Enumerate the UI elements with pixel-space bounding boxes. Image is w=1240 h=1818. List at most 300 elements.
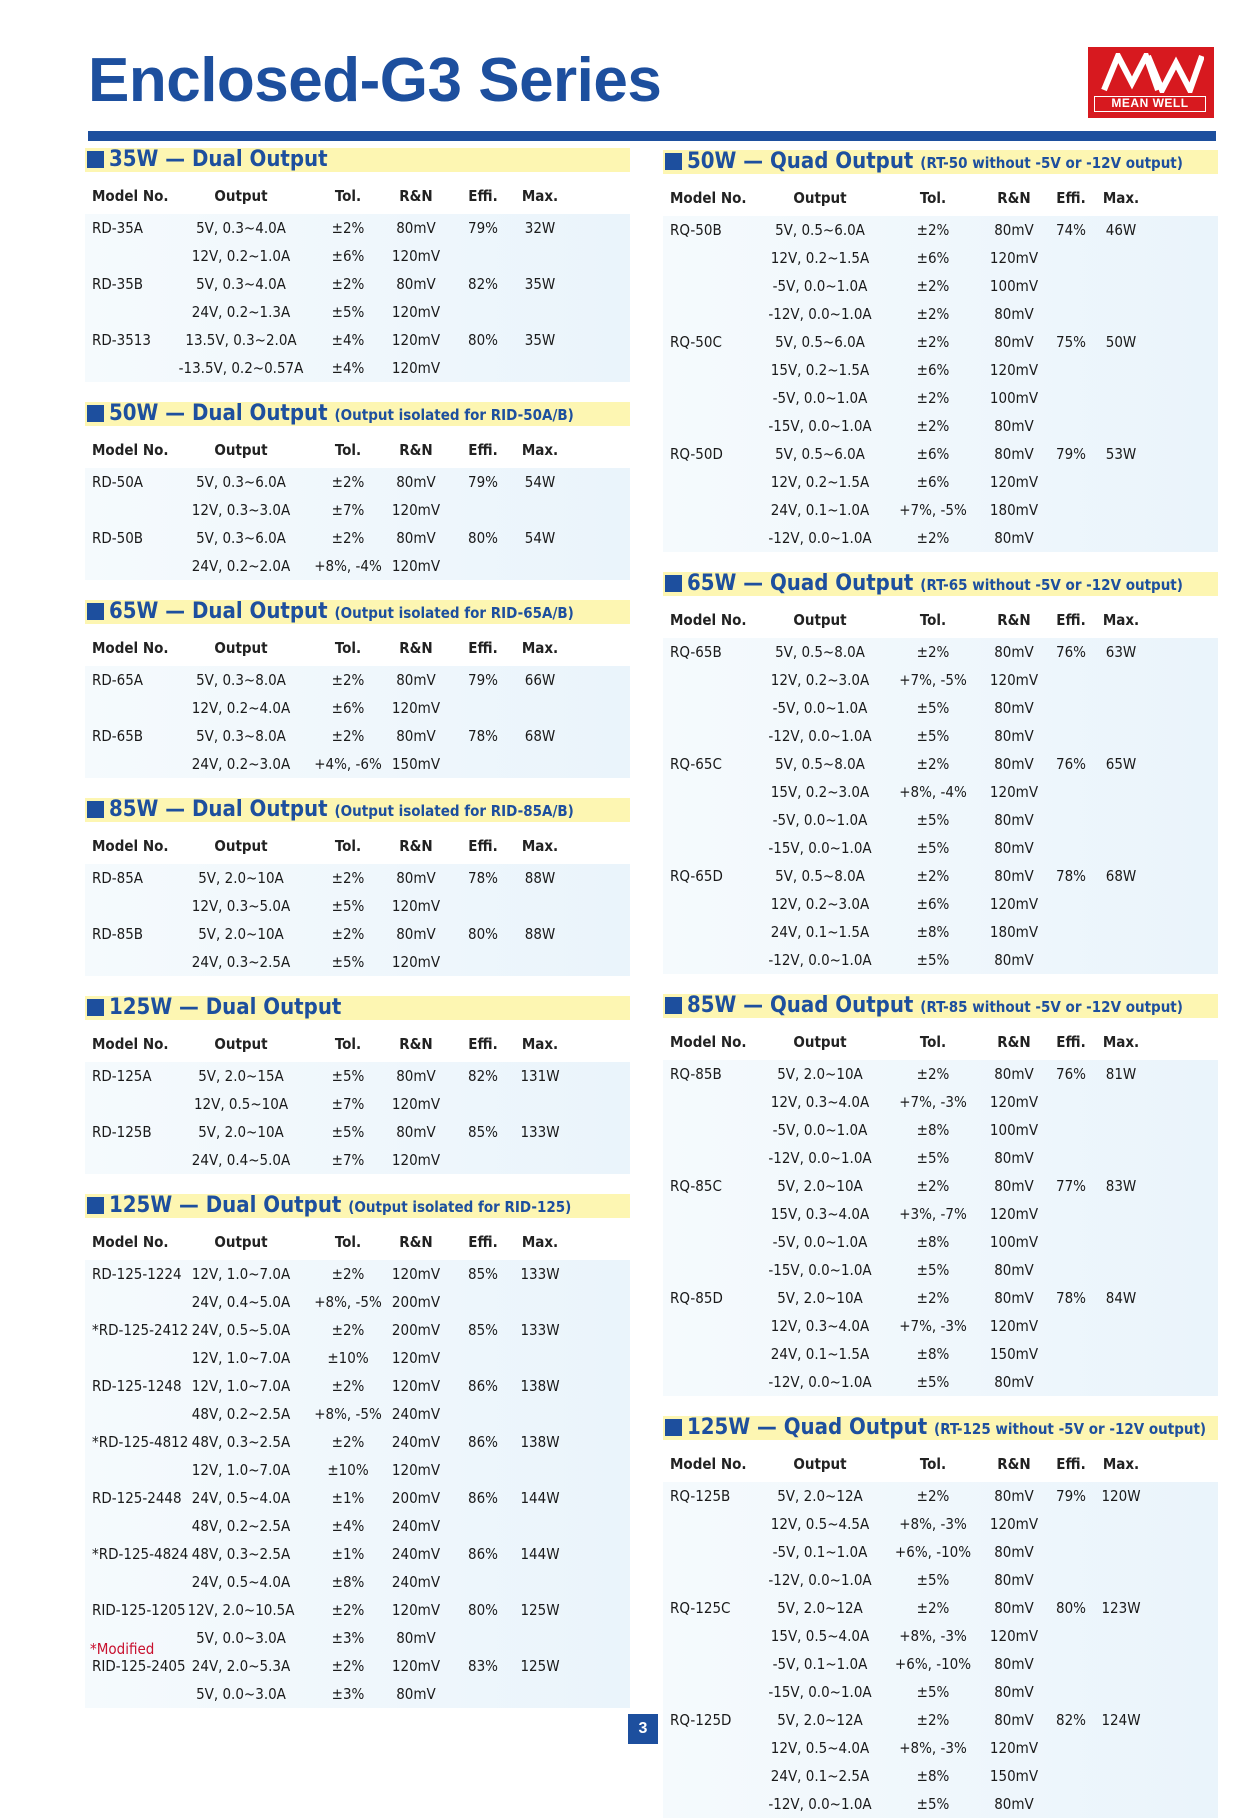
table-row [85, 1680, 630, 1708]
output-spec: -12V, 0.0~1.0A [768, 529, 872, 547]
table-row [85, 1652, 630, 1680]
ripple-noise: 80mV [994, 333, 1034, 351]
table-row [663, 1088, 1218, 1116]
output-spec: 24V, 0.1~2.5A [770, 1767, 870, 1785]
efficiency: 75% [1056, 333, 1086, 351]
output-spec: 24V, 0.5~4.0A [191, 1489, 291, 1507]
section-header [663, 1416, 1218, 1440]
efficiency: 79% [468, 219, 498, 237]
column-header-model-no: Model No. [92, 1035, 169, 1053]
ripple-noise: 100mV [989, 389, 1039, 407]
tolerance: ±2% [331, 1657, 365, 1675]
output-spec: 24V, 0.4~5.0A [191, 1151, 291, 1169]
spec-table-body [85, 864, 630, 976]
section-subtitle: (Output isolated for RID-65A/B) [334, 604, 574, 622]
section-heading [109, 798, 574, 823]
efficiency: 83% [468, 1657, 498, 1675]
tolerance: ±2% [916, 333, 950, 351]
tolerance: ±2% [916, 277, 950, 295]
mw-monogram-icon [1098, 53, 1204, 93]
table-row [85, 242, 630, 270]
output-spec: 5V, 0.0~3.0A [196, 1685, 286, 1703]
ripple-noise: 180mV [989, 501, 1039, 519]
table-row [663, 384, 1218, 412]
output-spec: 15V, 0.2~3.0A [770, 783, 870, 801]
table-row [85, 1316, 630, 1344]
column-header-ripple-noise: R&N [997, 1455, 1031, 1473]
section-header [85, 600, 630, 624]
table-row [85, 1146, 630, 1174]
column-header-output-spec: Output [214, 639, 268, 657]
output-spec: 5V, 0.0~3.0A [196, 1629, 286, 1647]
spec-section [663, 1416, 1218, 1818]
model-no: RD-125-1224 [92, 1265, 182, 1283]
output-spec: -5V, 0.0~1.0A [772, 1121, 868, 1139]
section-title: 125W — Dual Output [109, 1193, 342, 1218]
tolerance: ±2% [916, 867, 950, 885]
ripple-noise: 80mV [396, 219, 436, 237]
table-row [663, 890, 1218, 918]
table-row [85, 1484, 630, 1512]
output-spec: 5V, 0.5~6.0A [775, 333, 865, 351]
model-no: RD-3513 [92, 331, 151, 349]
section-header [85, 798, 630, 822]
output-spec: 48V, 0.2~2.5A [191, 1517, 291, 1535]
output-spec: 48V, 0.3~2.5A [191, 1545, 291, 1563]
spec-section [85, 996, 630, 1174]
model-no: RQ-125C [670, 1599, 731, 1617]
output-spec: -15V, 0.0~1.0A [768, 839, 872, 857]
table-row [85, 1624, 630, 1652]
tolerance: ±5% [331, 953, 365, 971]
ripple-noise: 80mV [994, 1149, 1034, 1167]
table-row [663, 806, 1218, 834]
section-heading [109, 402, 574, 427]
tolerance: ±6% [331, 247, 365, 265]
tolerance: ±5% [331, 303, 365, 321]
column-header-ripple-noise: R&N [399, 837, 433, 855]
column-header-efficiency: Effi. [468, 1233, 498, 1251]
output-spec: 5V, 0.5~6.0A [775, 445, 865, 463]
spec-table-body [85, 1260, 630, 1708]
ripple-noise: 80mV [994, 445, 1034, 463]
output-spec: 24V, 0.1~1.5A [770, 1345, 870, 1363]
table-row [85, 354, 630, 382]
max-power: 63W [1105, 643, 1137, 661]
spec-table-body [85, 214, 630, 382]
spec-section [85, 1194, 630, 1708]
table-row [663, 1284, 1218, 1312]
tolerance: ±5% [916, 699, 950, 717]
tolerance: ±5% [916, 727, 950, 745]
output-spec: 5V, 0.5~6.0A [775, 221, 865, 239]
tolerance: ±2% [916, 529, 950, 547]
output-spec: 12V, 1.0~7.0A [191, 1349, 291, 1367]
table-row [85, 948, 630, 976]
max-power: 68W [524, 727, 556, 745]
ripple-noise: 80mV [994, 1711, 1034, 1729]
max-power: 133W [520, 1265, 560, 1283]
tolerance: ±8% [916, 923, 950, 941]
section-heading [687, 994, 1183, 1019]
table-row [663, 1538, 1218, 1566]
spec-table-body [85, 666, 630, 778]
max-power: 50W [1105, 333, 1137, 351]
column-header-efficiency: Effi. [468, 639, 498, 657]
tolerance: ±5% [916, 951, 950, 969]
model-no: RQ-65C [670, 755, 722, 773]
efficiency: 86% [468, 1545, 498, 1563]
table-row [85, 722, 630, 750]
tolerance: ±2% [331, 925, 365, 943]
output-spec: -5V, 0.0~1.0A [772, 699, 868, 717]
tolerance: ±2% [916, 1711, 950, 1729]
spec-section [663, 572, 1218, 974]
ripple-noise: 120mV [391, 303, 441, 321]
column-header-max-power: Max. [1102, 189, 1140, 207]
output-spec: 5V, 0.3~4.0A [196, 275, 286, 293]
table-row [663, 1734, 1218, 1762]
output-spec: 24V, 0.1~1.0A [770, 501, 870, 519]
ripple-noise: 80mV [994, 1795, 1034, 1813]
output-spec: 5V, 0.3~8.0A [196, 671, 286, 689]
column-header-efficiency: Effi. [1056, 1033, 1086, 1051]
model-no: RD-35A [92, 219, 144, 237]
table-row [663, 1622, 1218, 1650]
table-row [663, 1650, 1218, 1678]
ripple-noise: 80mV [994, 1599, 1034, 1617]
model-no: RQ-50B [670, 221, 722, 239]
column-header-tolerance: Tol. [334, 1233, 362, 1251]
output-spec: 12V, 2.0~10.5A [187, 1601, 295, 1619]
ripple-noise: 120mV [391, 557, 441, 575]
output-spec: 13.5V, 0.3~2.0A [185, 331, 297, 349]
spec-table-body [663, 638, 1218, 974]
column-header-model-no: Model No. [670, 611, 747, 629]
ripple-noise: 120mV [391, 1151, 441, 1169]
tolerance: ±2% [331, 529, 365, 547]
output-spec: 12V, 0.5~10A [193, 1095, 289, 1113]
max-power: 131W [520, 1067, 560, 1085]
tolerance: ±2% [331, 1265, 365, 1283]
table-row [85, 1344, 630, 1372]
column-header-output-spec: Output [214, 837, 268, 855]
model-no: RD-125-2448 [92, 1489, 182, 1507]
tolerance: ±7% [331, 1095, 365, 1113]
tolerance: ±2% [916, 305, 950, 323]
tolerance: ±5% [331, 1123, 365, 1141]
tolerance: ±10% [327, 1461, 369, 1479]
output-spec: 12V, 0.3~5.0A [191, 897, 291, 915]
ripple-noise: 200mV [391, 1489, 441, 1507]
output-spec: -15V, 0.0~1.0A [768, 1683, 872, 1701]
table-row [663, 328, 1218, 356]
spec-table-body [663, 1482, 1218, 1818]
ripple-noise: 80mV [994, 1655, 1034, 1673]
ripple-noise: 80mV [994, 1571, 1034, 1589]
efficiency: 79% [468, 671, 498, 689]
section-header [663, 150, 1218, 174]
section-header [663, 572, 1218, 596]
tolerance: ±2% [331, 1433, 365, 1451]
ripple-noise: 80mV [994, 643, 1034, 661]
tolerance: ±2% [331, 869, 365, 887]
model-no: RD-125B [92, 1123, 152, 1141]
efficiency: 85% [468, 1321, 498, 1339]
ripple-noise: 80mV [396, 1685, 436, 1703]
table-row [85, 1400, 630, 1428]
tolerance: ±2% [916, 1289, 950, 1307]
efficiency: 80% [468, 1601, 498, 1619]
ripple-noise: 120mV [391, 1377, 441, 1395]
column-header-max-power: Max. [521, 1233, 559, 1251]
table-row [85, 1118, 630, 1146]
output-spec: 12V, 1.0~7.0A [191, 1265, 291, 1283]
max-power: 32W [524, 219, 556, 237]
ripple-noise: 120mV [391, 331, 441, 349]
column-header-model-no: Model No. [670, 1455, 747, 1473]
column-header-model-no: Model No. [92, 1233, 169, 1251]
ripple-noise: 120mV [391, 1657, 441, 1675]
max-power: 53W [1105, 445, 1137, 463]
output-spec: -5V, 0.0~1.0A [772, 1233, 868, 1251]
table-row [85, 214, 630, 242]
model-no: RID-125-2405 [92, 1657, 186, 1675]
column-header-max-power: Max. [521, 639, 559, 657]
output-spec: 12V, 0.5~4.5A [770, 1515, 870, 1533]
tolerance: ±6% [916, 473, 950, 491]
table-row [85, 1062, 630, 1090]
efficiency: 79% [1056, 1487, 1086, 1505]
ripple-noise: 80mV [994, 1373, 1034, 1391]
table-row [663, 1762, 1218, 1790]
output-spec: 24V, 0.5~5.0A [191, 1321, 291, 1339]
tolerance: ±2% [331, 671, 365, 689]
tolerance: ±1% [331, 1489, 365, 1507]
table-row [85, 920, 630, 948]
ripple-noise: 150mV [391, 755, 441, 773]
output-spec: 12V, 0.3~4.0A [770, 1317, 870, 1335]
section-subtitle: (RT-85 without -5V or -12V output) [920, 998, 1183, 1016]
tolerance: ±6% [916, 445, 950, 463]
output-spec: 15V, 0.3~4.0A [770, 1205, 870, 1223]
efficiency: 76% [1056, 755, 1086, 773]
tolerance: +3%, -7% [899, 1205, 967, 1223]
tolerance: ±2% [331, 275, 365, 293]
efficiency: 78% [468, 727, 498, 745]
column-header-max-power: Max. [521, 1035, 559, 1053]
ripple-noise: 80mV [396, 1067, 436, 1085]
table-row [663, 1790, 1218, 1818]
table-row [663, 778, 1218, 806]
table-row [663, 666, 1218, 694]
output-spec: -12V, 0.0~1.0A [768, 1149, 872, 1167]
model-no: RD-65B [92, 727, 144, 745]
ripple-noise: 120mV [391, 359, 441, 377]
page-number: 3 [628, 1714, 658, 1744]
tolerance: +7%, -5% [899, 671, 967, 689]
model-no: RQ-50C [670, 333, 722, 351]
column-header-model-no: Model No. [92, 639, 169, 657]
output-spec: 24V, 2.0~5.3A [191, 1657, 291, 1675]
output-spec: 5V, 2.0~10A [777, 1177, 863, 1195]
output-spec: 12V, 1.0~7.0A [191, 1377, 291, 1395]
output-spec: 5V, 0.3~8.0A [196, 727, 286, 745]
table-row [663, 1312, 1218, 1340]
table-row [663, 1566, 1218, 1594]
output-spec: -12V, 0.0~1.0A [768, 1373, 872, 1391]
section-marker-icon [87, 151, 104, 168]
column-header-output-spec: Output [793, 1455, 847, 1473]
table-row [663, 946, 1218, 974]
max-power: 133W [520, 1321, 560, 1339]
tolerance: ±2% [331, 727, 365, 745]
tolerance: ±5% [916, 839, 950, 857]
column-header-max-power: Max. [521, 837, 559, 855]
table-row [85, 552, 630, 580]
section-header [663, 994, 1218, 1018]
model-no: *RD-125-4824 [92, 1545, 189, 1563]
ripple-noise: 80mV [396, 1123, 436, 1141]
efficiency: 76% [1056, 1065, 1086, 1083]
max-power: 65W [1105, 755, 1137, 773]
tolerance: +8%, -4% [314, 557, 382, 575]
tolerance: ±10% [327, 1349, 369, 1367]
model-no: RQ-65B [670, 643, 722, 661]
ripple-noise: 120mV [989, 361, 1039, 379]
ripple-noise: 80mV [396, 727, 436, 745]
column-header-ripple-noise: R&N [997, 1033, 1031, 1051]
column-header-model-no: Model No. [670, 189, 747, 207]
table-row [663, 1200, 1218, 1228]
output-spec: 5V, 2.0~15A [198, 1067, 284, 1085]
table-row [85, 1540, 630, 1568]
model-no: RD-85B [92, 925, 144, 943]
column-header-tolerance: Tol. [919, 1033, 947, 1051]
table-row [663, 356, 1218, 384]
tolerance: +8%, -5% [314, 1293, 382, 1311]
ripple-noise: 80mV [396, 529, 436, 547]
tolerance: ±6% [331, 699, 365, 717]
tolerance: +8%, -4% [899, 783, 967, 801]
tolerance: ±2% [916, 1599, 950, 1617]
spec-section [85, 798, 630, 976]
table-row [663, 1116, 1218, 1144]
output-spec: -5V, 0.1~1.0A [772, 1655, 868, 1673]
ripple-noise: 120mV [989, 1093, 1039, 1111]
table-row [663, 216, 1218, 244]
tolerance: ±4% [331, 1517, 365, 1535]
output-spec: 12V, 0.3~4.0A [770, 1093, 870, 1111]
section-subtitle: (RT-125 without -5V or -12V output) [934, 1420, 1207, 1438]
output-spec: 12V, 0.2~1.0A [191, 247, 291, 265]
tolerance: ±2% [331, 473, 365, 491]
spec-table-body [663, 216, 1218, 552]
spec-table-body [85, 468, 630, 580]
tolerance: ±2% [331, 1601, 365, 1619]
tolerance: +6%, -10% [894, 1543, 972, 1561]
model-no: RQ-125D [670, 1711, 732, 1729]
spec-section [663, 150, 1218, 552]
table-row [663, 1060, 1218, 1088]
section-heading [109, 600, 574, 625]
output-spec: 12V, 0.5~4.0A [770, 1739, 870, 1757]
ripple-noise: 80mV [994, 221, 1034, 239]
table-row [663, 1228, 1218, 1256]
ripple-noise: 120mV [989, 1627, 1039, 1645]
output-spec: 12V, 0.2~3.0A [770, 895, 870, 913]
ripple-noise: 120mV [391, 1265, 441, 1283]
column-header-max-power: Max. [1102, 1455, 1140, 1473]
ripple-noise: 80mV [396, 473, 436, 491]
tolerance: ±2% [916, 1177, 950, 1195]
tolerance: ±3% [331, 1629, 365, 1647]
ripple-noise: 120mV [989, 473, 1039, 491]
table-row [663, 1256, 1218, 1284]
column-header-model-no: Model No. [92, 441, 169, 459]
ripple-noise: 80mV [396, 1629, 436, 1647]
section-marker-icon [87, 999, 104, 1016]
efficiency: 85% [468, 1265, 498, 1283]
efficiency: 86% [468, 1433, 498, 1451]
column-header-tolerance: Tol. [919, 1455, 947, 1473]
section-subtitle: (Output isolated for RID-125) [348, 1198, 572, 1216]
section-title: 65W — Dual Output [109, 599, 328, 624]
spec-section [85, 402, 630, 580]
ripple-noise: 120mV [391, 501, 441, 519]
column-header-ripple-noise: R&N [399, 441, 433, 459]
column-header-model-no: Model No. [670, 1033, 747, 1051]
model-no: *RD-125-2412 [92, 1321, 189, 1339]
column-header-max-power: Max. [1102, 611, 1140, 629]
efficiency: 86% [468, 1377, 498, 1395]
efficiency: 80% [468, 529, 498, 547]
output-spec: 5V, 0.5~8.0A [775, 643, 865, 661]
output-spec: -13.5V, 0.2~0.57A [178, 359, 304, 377]
ripple-noise: 80mV [994, 1683, 1034, 1701]
max-power: 144W [520, 1545, 560, 1563]
tolerance: ±5% [916, 1149, 950, 1167]
ripple-noise: 120mV [989, 1205, 1039, 1223]
section-header [85, 1194, 630, 1218]
section-marker-icon [665, 1419, 682, 1436]
tolerance: ±5% [916, 1373, 950, 1391]
tolerance: ±2% [331, 1321, 365, 1339]
column-header-tolerance: Tol. [919, 611, 947, 629]
ripple-noise: 80mV [994, 839, 1034, 857]
tolerance: ±4% [331, 331, 365, 349]
column-header-output-spec: Output [214, 1233, 268, 1251]
column-header-tolerance: Tol. [334, 639, 362, 657]
table-row [663, 300, 1218, 328]
efficiency: 78% [1056, 1289, 1086, 1307]
tolerance: +8%, -3% [899, 1515, 967, 1533]
efficiency: 80% [468, 331, 498, 349]
table-row [85, 864, 630, 892]
efficiency: 77% [1056, 1177, 1086, 1195]
logo-wordmark: MEAN WELL [1094, 96, 1206, 112]
output-spec: 5V, 0.3~6.0A [196, 529, 286, 547]
column-header-output-spec: Output [214, 1035, 268, 1053]
max-power: 35W [524, 275, 556, 293]
table-row [663, 1678, 1218, 1706]
output-spec: 5V, 2.0~12A [777, 1711, 863, 1729]
efficiency: 82% [468, 275, 498, 293]
tolerance: +4%, -6% [314, 755, 382, 773]
section-marker-icon [665, 153, 682, 170]
column-header-ripple-noise: R&N [399, 187, 433, 205]
ripple-noise: 120mV [989, 895, 1039, 913]
